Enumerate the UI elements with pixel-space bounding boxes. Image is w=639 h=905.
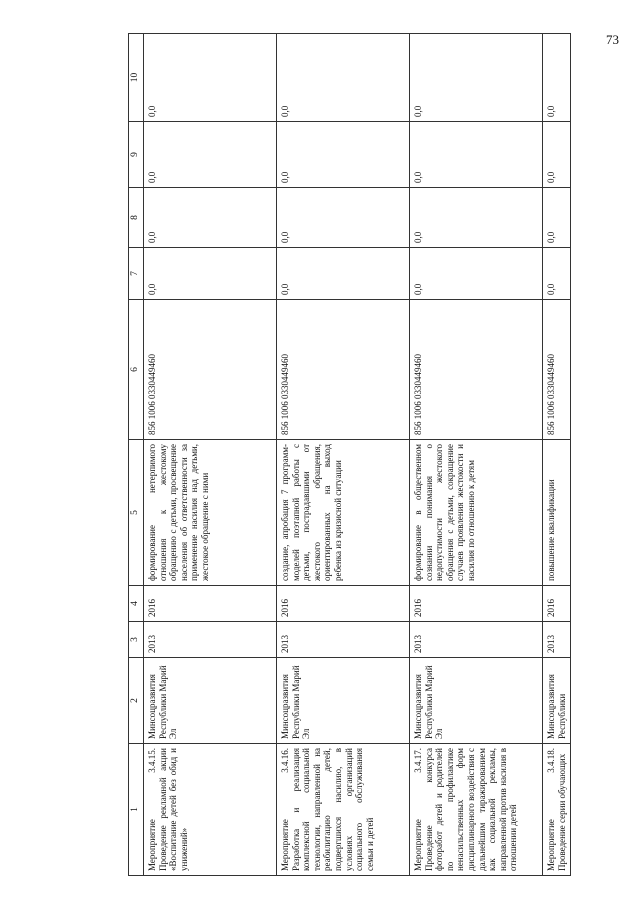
executor-cell: Минсоцразвития Республики Марий Эл [144, 658, 277, 744]
result-cell: повышение квалификации [543, 440, 571, 586]
activity-cell: Мероприятие 3.4.15. Проведение рекламной акции «Воспитание детей без обид и унижений» [144, 744, 277, 876]
result-cell: формирование в общественном сознании понимания о недопустимости жестокого обращения с детьми, сокращение случаев проявления жестокости и насилия по отношению к детям [410, 440, 543, 586]
budget-code-cell: 856 1006 0330449460 [410, 300, 543, 440]
table-row [410, 34, 543, 876]
value-cell-7: 0,0 [410, 248, 543, 300]
col-header-7: 7 [129, 248, 144, 300]
value-cell-8: 0,0 [410, 188, 543, 248]
end-year-cell: 2016 [144, 586, 277, 622]
end-year-cell: 2016 [277, 586, 410, 622]
table-row [543, 34, 571, 876]
col-header-8: 8 [129, 188, 144, 248]
result-cell: формирование нетерпимого отношения к жестокому обращению с детьми, просвещение населения об ответственности за применение насилия над детьми, жестокое обращение с ними [144, 440, 277, 586]
end-year-cell: 2016 [410, 586, 543, 622]
page-number: 73 [606, 32, 619, 47]
value-cell-9: 0,0 [277, 122, 410, 188]
value-cell-7: 0,0 [543, 248, 571, 300]
col-header-6: 6 [129, 300, 144, 440]
value-cell-10: 0,0 [410, 34, 543, 122]
executor-cell: Минсоцразвития Республики Марий Эл [410, 658, 543, 744]
value-cell-10: 0,0 [277, 34, 410, 122]
table-row [277, 34, 410, 876]
column-number-row [129, 34, 144, 876]
budget-code-cell: 856 1006 0330449460 [543, 300, 571, 440]
activity-cell: Мероприятие 3.4.16. Разработка и реализация комплексной социальной технологии, направленной на реабилитацию детей, подвергшихся насилию, в условиях организаций социального обслуживания семьи и детей [277, 744, 410, 876]
col-header-4: 4 [129, 586, 144, 622]
start-year-cell: 2013 [410, 622, 543, 658]
executor-cell: Минсоцразвития Республики [543, 658, 571, 744]
budget-code-cell: 856 1006 0330449460 [144, 300, 277, 440]
result-cell: создание, апробация 7 программ-моделей поэтапной работы с детьми, пострадавшими от жестокого обращения, ориентированных на выход ребенка из кризисной ситуации [277, 440, 410, 586]
start-year-cell: 2013 [277, 622, 410, 658]
value-cell-9: 0,0 [543, 122, 571, 188]
value-cell-9: 0,0 [144, 122, 277, 188]
value-cell-10: 0,0 [543, 34, 571, 122]
value-cell-8: 0,0 [144, 188, 277, 248]
value-cell-9: 0,0 [410, 122, 543, 188]
start-year-cell: 2013 [543, 622, 571, 658]
col-header-2: 2 [129, 658, 144, 744]
value-cell-7: 0,0 [277, 248, 410, 300]
value-cell-7: 0,0 [144, 248, 277, 300]
col-header-3: 3 [129, 622, 144, 658]
budget-code-cell: 856 1006 0330449460 [277, 300, 410, 440]
col-header-1: 1 [129, 744, 144, 876]
end-year-cell: 2016 [543, 586, 571, 622]
table-row [144, 34, 277, 876]
col-header-5: 5 [129, 440, 144, 586]
value-cell-8: 0,0 [277, 188, 410, 248]
start-year-cell: 2013 [144, 622, 277, 658]
rotated-table-frame [128, 34, 627, 876]
executor-cell: Минсоцразвития Республики Марий Эл [277, 658, 410, 744]
col-header-9: 9 [129, 122, 144, 188]
value-cell-8: 0,0 [543, 188, 571, 248]
program-activities-table [128, 33, 571, 876]
activity-cell: Мероприятие 3.4.18. Проведение серии обучающих [543, 744, 571, 876]
value-cell-10: 0,0 [144, 34, 277, 122]
col-header-10: 10 [129, 34, 144, 122]
activity-cell: Мероприятие 3.4.17. Проведение конкурса фоторабот детей и родителей по профилактике ненасильственных форм дисциплинарного воздействия с дальнейшим тиражированием как социальной рекламы, направленной против насилия в отношении детей [410, 744, 543, 876]
